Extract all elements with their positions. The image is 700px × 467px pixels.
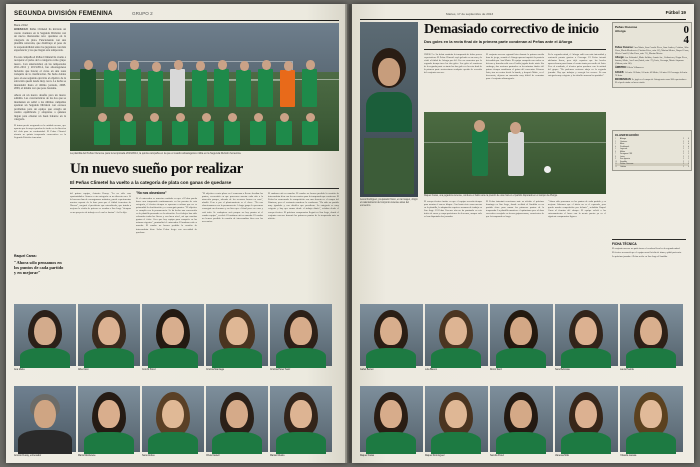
right-page-header xyxy=(360,9,686,20)
referee-name: Olivia Villanueva. xyxy=(627,67,645,70)
body-subheading: "No nos obsesiona" xyxy=(136,191,167,195)
home-team-score: 0 xyxy=(683,24,689,36)
right-body-column-3: El cuerpo técnico insiste en que el equipo necesita tiempo para asentar el nuevo bloque. Con hasta siete caras nuevas en la plantilla, la adaptación requiere semanas de trabajo en San Jorge. El Peñas Oscense aún no ha puntuado en este inicio de curso y ocupa posiciones de descenso, aunque solo se han disputado dos jornadas. xyxy=(424,200,482,219)
portrait-name: Ana Maria xyxy=(14,369,25,372)
right-body-text: HUESCA.- Su debut continúa la temporada de dolor peores expectativas. El Peñas Climetel cayó goleado en su casa y lo visité al fútbol de Añorga por 4-0. Fue un encuentro que lo segundo tiempo tuvo los dos goles. Los goles al comienzo de la segunda parte en tanto los dos goles en la recta final de la primera parte sentenciaron cualquier opción de reacción del conjunto oscense. xyxy=(424,53,482,75)
match-action-caption: Raquel Caras, una jugadora oscense, conduce el balón ante la presión de una rival en el partido disputado en el campo de Añorga. xyxy=(424,195,558,197)
folio xyxy=(666,10,686,15)
row-team: Peñas Oscense xyxy=(620,163,679,166)
match-action-photo xyxy=(424,112,606,194)
portrait-name: Raquel Caras xyxy=(360,455,375,458)
row-points: 3 xyxy=(688,155,689,158)
portrait-cell xyxy=(490,304,553,372)
right-headline: Demasiado correctivo de inicio xyxy=(424,22,599,37)
right-body-column-1: El conjunto oscense aguantó bien durante la primera media hora de juego, cuando el Añorga apenas inquietó la portería defendida por Ana María. El equipo competía con orden en defensa y buscaba salir con el balón jugado desde atrás. Sin embargo, dos acciones puntuales en los minutos finales del primer tiempo cambiaron el guion del encuentro. Primero Iraia, tras un centro desde la banda, y después Maite, en el descuento, dejaron un marcador muy difícil de remontar para el conjunto altoaragonés. xyxy=(486,53,544,81)
portrait-cell xyxy=(620,386,683,458)
side-photo xyxy=(360,22,418,197)
sidebox-line: La próxima jornada el Peñas recibe en San Jorge al Sondika. xyxy=(612,256,668,259)
row-played: 2 xyxy=(683,140,684,143)
portrait-name: Cristina Pérez Sanz xyxy=(270,369,291,372)
portrait-name: Rocío Sanz xyxy=(490,369,502,372)
row-team: Sondika xyxy=(620,160,627,163)
portrait-name: Laura Puebla xyxy=(620,369,634,372)
row-position: 10 xyxy=(615,160,617,163)
portrait-cell xyxy=(360,386,423,458)
portrait-name: María Mordenete xyxy=(78,455,96,458)
portrait-cell xyxy=(620,304,683,372)
row-points: 4 xyxy=(688,145,689,148)
row-position: 5 xyxy=(615,148,616,150)
incidents-text: Se jugó en el campo de Añorga ante unos 200 espectadores. El césped estaba en buen estado. xyxy=(615,79,687,85)
left-body-column-3: "El objetivo a corto plazo es el comenzar a llevar: derribar los puntos, reconvirtir en que queremos asentar cada año a la atracción porque, además de los recursos hemos en casa", añadió. Pero a par el planteamiento se el clave. "No nos obsesionarnos con la permanencia. A largo grupo le queremos conseguir un descanso y no bien que el final pase ese caso y está todo. Se cualquiera será porque no hay puntos ni el cuadro equipo", recalcó. El mañana está en marcha. El cuadro no hemos perdido la ocasión de intercambiar bien con los necesarios. xyxy=(202,192,263,223)
referee-label: ÁRBITRO: xyxy=(615,66,627,70)
row-team: Pauldarrak xyxy=(620,145,630,148)
left-body-column-1: del primer equipo, Antonio Ducay. "La no sólo esas oportunidades. Somos a esta categoría en un discreto mes. Si la lucemos han de consagrarnos unitarios, puede experimentar nuestro soporte de la base para que el fútbol femenino de Huesca", aseguró el presidente que entendiendo, que instala a mejorar la visión de quienes se acudan a San Jorge "tiempos en un proyecto de trabajo en el cual se bastan". Así lo dijo. xyxy=(70,192,131,214)
team-photo xyxy=(70,23,339,151)
away-lineup-text: Ane Eskisabel, Maite Saldías, Amaia Arr., Goikoetxea, Nagar Pérez, Irantzu, Maite, Ane Lasa (Iraide, min. 72), Iraia, Goenaga, Maria Aizpurua (Oihana, min. 80). xyxy=(615,57,688,66)
home-team-name: Peñas Oscense xyxy=(615,25,638,29)
portrait-cell xyxy=(425,386,488,458)
portrait-cell xyxy=(142,304,204,372)
portrait-cell xyxy=(78,304,140,372)
row-team: Mulier xyxy=(620,150,626,153)
row-played: 2 xyxy=(683,148,684,150)
right-portraits-row-1 xyxy=(360,304,683,372)
row-points: 3 xyxy=(688,148,689,150)
row-position: 6 xyxy=(615,150,616,153)
body-text: Si el entrenador se muestra confiado en que el Peñas pueda hacer una temporada continuamente en las puertas de esta categoría, el técnico tiempo se apresura a aclarar que no es primordial la clasificación y es conseguir puntos. "El objetivo es cumplir con la permanencia. Se ha hecho una renovación en la plantilla pensando en la salvación. Los fichajes han sido valorados todas las líneas y con buen nivel, así que muchas gustan el éxito. Creo que hay equipo para competir en las mismas vigentes", puntualizó el entrenador. El mañana está en marcha. El cuadro no hemos perdido la ocasión de intercambiar bien: Solar Peñas luego con necesidad de quedarse. xyxy=(136,196,197,234)
away-lineup xyxy=(615,57,689,66)
row-team: Eibar xyxy=(620,143,625,145)
row-points: 3 xyxy=(688,150,689,153)
sidebox-line: El conjunto oscense no pudo frenar el vendaval local en la segunda mitad. xyxy=(612,247,681,250)
right-page-date: Martes, 17 de septiembre de 2013 xyxy=(446,11,494,16)
left-body-column-2 xyxy=(136,192,197,297)
left-page-header xyxy=(14,9,339,21)
right-subhead: Dos goles en la recta final de la primera parte condenan al Peñas ante el Añorga xyxy=(424,39,573,44)
left-body-column-0: El futuro puede asegurado en la entidad oscense, que apuesta por la mayor prueba de fondo en la directiva del club para su continuidad. El Peñas Climetel afronta su quinta temporada consecutiva en la Segunda División femenina. xyxy=(14,124,66,140)
scoreline xyxy=(615,25,689,45)
sidebox-title: FICHA TÉCNICA xyxy=(612,242,637,246)
portrait-name: Conchi Pérez xyxy=(142,369,156,372)
classification-row xyxy=(615,166,689,169)
portrait-cell xyxy=(555,386,618,458)
left-headline: Un nuevo sueño por realizar xyxy=(70,161,244,177)
row-points: 2 xyxy=(688,158,689,160)
row-team: Añorga xyxy=(620,138,627,140)
note-paragraph-0 xyxy=(14,28,66,53)
portrait-name: Raquel Domínguez xyxy=(425,455,445,458)
portrait-cell xyxy=(14,386,76,458)
row-position: 3 xyxy=(615,143,616,145)
home-lineup-label: Peñas Oscense: xyxy=(615,46,634,49)
row-played: 2 xyxy=(683,153,684,155)
row-points: 1 xyxy=(688,160,689,163)
sidebox-line: El técnico reconoció que el equipo acusó la falta de ritmo y pidió paciencia. xyxy=(612,251,682,254)
folio-number: 19 xyxy=(680,10,686,16)
players-kneeling-row xyxy=(90,111,320,147)
row-position: 4 xyxy=(615,145,616,148)
left-portraits-row-1 xyxy=(14,304,332,372)
row-team: Oiartzun xyxy=(620,140,628,143)
row-team: Ordizia xyxy=(620,165,626,168)
right-body-column-4: El Peñas intentará reaccionar ante su afición el próximo domingo en San Jorge, donde recibirá al Sondika en un partido clave para sumar los primeros puntos de la temporada. La plantilla mantiene el optimismo pese al duro correctivo encajado en tierras guipuzcoanas, conscientes de que la temporada es larga. xyxy=(486,200,544,219)
row-position: 11 xyxy=(615,163,620,166)
portrait-name: Sara Bellostas xyxy=(555,369,570,372)
row-position: 2 xyxy=(615,140,616,143)
row-played: 2 xyxy=(683,155,684,158)
row-played: 2 xyxy=(683,143,684,145)
left-portraits-row-2 xyxy=(14,386,332,458)
note-paragraph-2: Ahora en un nuevo desafío para un nuevo admitió. Las características de las dos que se mantienen en señal a las últimas campañas apuntan un Segunda División con escasos problemas para un equipo que arregla un cuadro equilibrado y adaptarse a quienes llegan para obtener un buen balance en la categoría. xyxy=(14,93,66,121)
row-team: San Ignacio xyxy=(620,158,630,160)
home-lineup xyxy=(615,47,689,56)
classification-title: CLASIFICACIÓN xyxy=(615,133,639,137)
note-dateline: HUESCA xyxy=(14,27,26,31)
portrait-cell xyxy=(425,304,488,372)
technical-sidebox xyxy=(612,239,686,259)
portrait-name: Sara Andreu xyxy=(142,455,155,458)
left-page-date: Bara 2012 xyxy=(14,23,28,27)
portrait-name: Vanessa Milá xyxy=(555,455,569,458)
left-subhead: El Peñas Climetel ha vuelto a la categoría de plata con ganas de quedarse xyxy=(70,180,232,185)
row-played: 2 xyxy=(679,163,684,166)
right-body-column-0 xyxy=(424,53,482,109)
portrait-cell xyxy=(14,304,76,372)
classification-rows xyxy=(615,138,689,168)
row-points: 0 xyxy=(688,165,689,168)
row-position: 12 xyxy=(615,165,617,168)
classification-table xyxy=(612,130,692,171)
portrait-name: Isabel Berset xyxy=(360,369,374,372)
left-note-column xyxy=(14,28,66,122)
portrait-cell xyxy=(555,304,618,372)
portrait-name: Marian Mestre xyxy=(270,455,285,458)
row-points: 4 xyxy=(688,143,689,145)
row-played: 2 xyxy=(683,145,684,148)
right-body-column-5: "Ahora sólo pensamos en los puntos de cada partido y en mejorar. Sabemos que el inicio no es el esperado, pero queda mucha competición por delante", señalaba Raquel Caras al término del choque. El equipo volvió a los entrenamientos el lunes con la mente puesta ya en el siguiente compromiso liguero. xyxy=(548,200,606,219)
portrait-cell xyxy=(78,386,140,458)
row-played: 2 xyxy=(683,160,684,163)
row-points: 0 xyxy=(684,163,689,166)
portrait-name: Cristina Manzaga xyxy=(206,369,224,372)
portrait-name: Olivia Castell xyxy=(206,455,220,458)
portrait-cell xyxy=(206,386,268,458)
portrait-name: Antonio Ducay, entrenador xyxy=(14,455,42,458)
row-team: Leioa xyxy=(620,155,625,158)
row-played: 2 xyxy=(683,158,684,160)
row-points: 6 xyxy=(688,138,689,140)
row-position: 1 xyxy=(615,138,616,140)
note-paragraph-1: Es esta campaña el Peñas Climetel ha vuelto a recuperar el pulso de la categoría como grupo nuevo. Con anterioridad, en las temporadas 2011-2012 y 2013/2014, fue altoaragonesa luciendo que buscar el curso en una zona tranquila de la clasificación. No hubo dobles pero en ese segundo ejercicio el objetivo de la salvación quedó desde muy cerca. La lucha se mantendrá hasta el último jornada, 2008-2009, el misma vez que peso bastante. xyxy=(14,55,66,90)
row-points: 3 xyxy=(688,153,689,155)
row-played: 2 xyxy=(683,150,684,153)
portrait-cell xyxy=(270,304,332,372)
right-body-column-2: En la segunda mitad, el Añorga salió con más intensidad y sentenció pronto gracias a Goenaga. El Peñas intentó adelantar líneas, pero dejó espacios que las locales aprovecharon para firmar el cuarto tanto por medio de Iraia. Pese al resultado, el técnico quiso quedarse con la actitud del grupo: "No podemos venirnos abajo en la segunda jornada. Hay que trabajar y corregir los errores. Es una categoría muy exigente y los detalles marcan los partidos". xyxy=(548,53,606,78)
incidents-label: INCIDENCIAS: xyxy=(615,78,632,82)
goals-text: 1-0 min. 38 Iraia; 2-0 min. 43 Maite; 3-0 min. 62 Goenaga; 4-0 min. 78 Iraia. xyxy=(615,71,688,77)
note-text-0: El Peñas Climetel ha iniciado un cuarto aventura en la Segunda División con un nuevo ilusionante reto: quedarse en la categoría de plata. Funcionando con una plantilla renovada, que distribuye el peso de la responsabilidad entre las jugadoras con más experiencia y las que llegan esta temporada. xyxy=(14,28,66,52)
pull-quote-author: Raquel Caras: xyxy=(14,254,37,258)
right-portraits-row-2 xyxy=(360,386,683,458)
row-team: Zaragoza CFF xyxy=(620,153,633,155)
portrait-cell xyxy=(360,304,423,372)
portrait-name: Sandra Pérez xyxy=(490,455,505,458)
section-group: GRUPO 2 xyxy=(132,11,153,17)
row-position: 8 xyxy=(615,155,616,158)
row-played: 2 xyxy=(683,165,684,168)
left-page xyxy=(6,4,347,463)
headline-divider xyxy=(70,188,339,189)
home-lineup-text: Ana Maria, Sara Conchi Pérez, Sara Andreu, Cristina, Alba Uson, María Mordenete (Cristina Pérez, min. 62), Marian Mestre, Raquel Caras, Olivia Castell (Alba Uson, min. 71), Marian Mestre. xyxy=(615,47,689,55)
portrait-cell xyxy=(270,386,332,458)
incidents-line xyxy=(615,79,689,85)
match-databox xyxy=(612,22,692,88)
portrait-name: Alba Uson xyxy=(78,369,89,372)
pull-quote-text: "Ahora sólo pensamos en los puntos de cada partido y en mejorar" xyxy=(14,260,64,275)
row-position: 7 xyxy=(615,153,616,155)
goals-label: GOLES: xyxy=(615,70,625,74)
referee-line xyxy=(615,67,689,70)
team-photo-caption: La plantilla del Peñas Oscense para la temporada 2013/2014, la quinta campaña en la que el cuadro altoaragonés milita en la Segunda División femenina. xyxy=(70,152,242,155)
row-points: 6 xyxy=(688,140,689,143)
right-headline-divider xyxy=(424,49,606,50)
portrait-cell xyxy=(490,386,553,458)
away-team-score: 4 xyxy=(683,34,689,46)
away-lineup-label: Añorga: xyxy=(615,56,625,60)
standing-group xyxy=(78,57,326,109)
side-photo-caption: Jesús Rodríguez, preparador físico, en la imagen, dirigió el calentamiento del conjunto oscense antes del encuentro. xyxy=(360,199,418,207)
left-body-column-4: El mañana está en marcha. El cuadro no hemos perdido la ocasión de intercambiar bien con los necesarios para la temporada que comienza. El Peñas ha comenzado la competición con una derrota en el campo del Oiartzun, pero el vestuario mantiene la confianza. "Ha sido un partido muy igualado y con detalles que penalizan. La categoría es muy exigente y hay que sumar desde el trabajo diario", señalan desde el cuerpo técnico. El próximo compromiso llegará en San Jorge, donde el conjunto oscense buscará los primeros puntos de la temporada ante su afición. xyxy=(268,192,339,220)
section-title: SEGUNDA DIVISIÓN FEMENINA xyxy=(14,10,113,17)
portrait-cell xyxy=(142,386,204,458)
portrait-name: Yolanda Lacasa xyxy=(620,455,637,458)
away-team-name: Añorga xyxy=(615,29,626,33)
row-played: 2 xyxy=(683,138,684,140)
goals-line xyxy=(615,72,689,78)
row-position: 9 xyxy=(615,158,616,160)
right-page xyxy=(352,4,694,463)
pull-quote xyxy=(14,254,66,275)
portrait-name: Lola Blanco xyxy=(425,369,438,372)
folio-label: Fútbol xyxy=(665,10,680,16)
portrait-cell xyxy=(206,304,268,372)
row-team: Lagunak xyxy=(620,148,628,150)
